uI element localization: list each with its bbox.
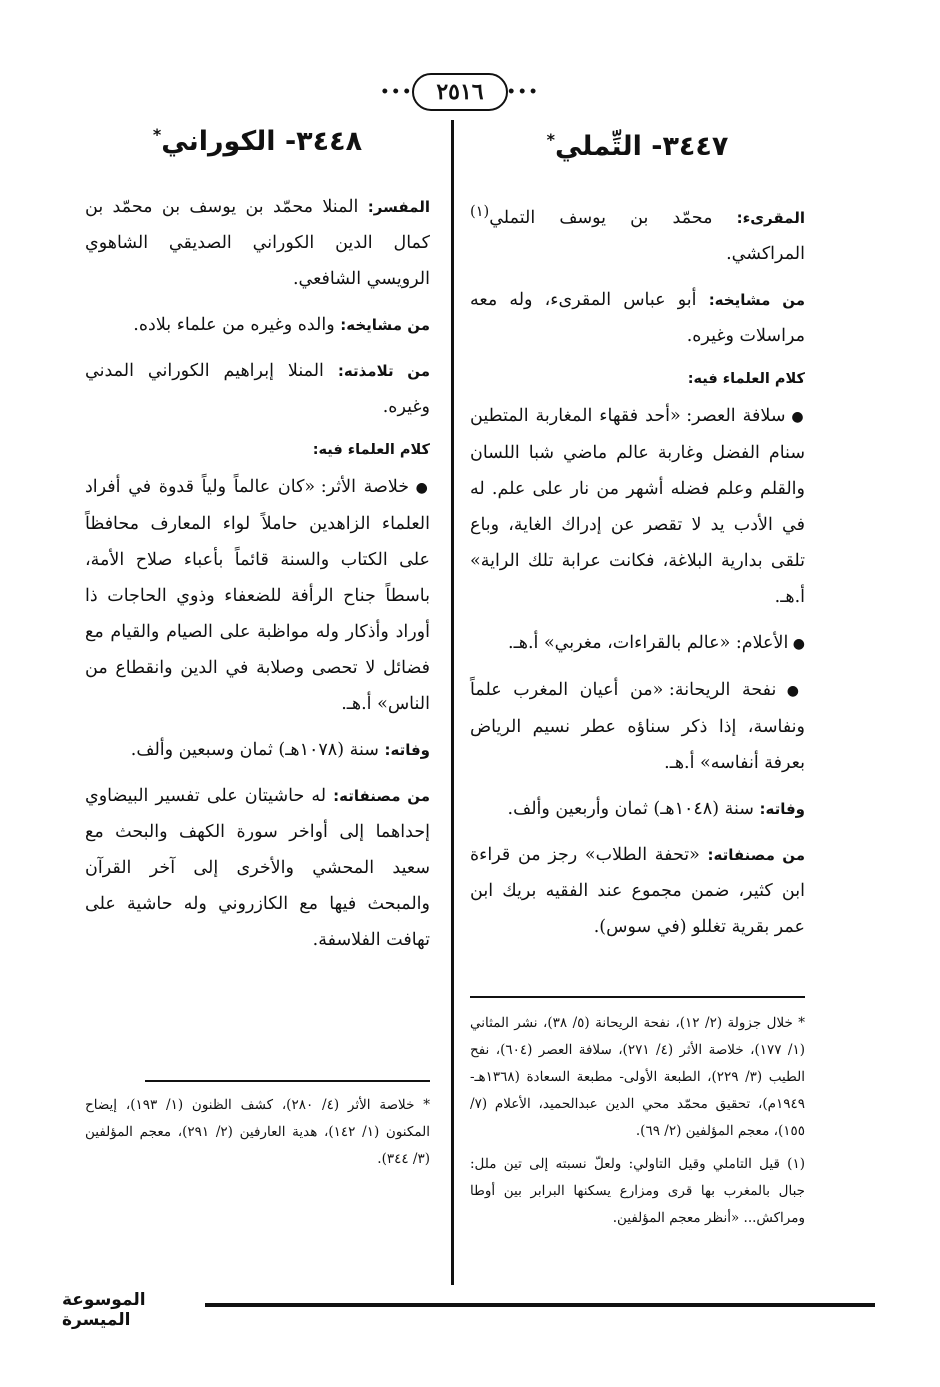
teachers: من مشايخه: أبو عباس المقرىء، وله معه مراسلات وغيره. [470, 289, 805, 346]
bullet-icon: ● [785, 408, 805, 425]
death: وفاته: سنة (١٠٧٨هـ) ثمان وسبعين وألف. [130, 740, 430, 760]
entry-title: ٣٤٤٧- التِّملي* [546, 130, 729, 162]
teachers: من مشايخه: والده وغيره من علماء بلاده. [133, 315, 430, 335]
bullet-icon: ● [788, 635, 805, 652]
footnote-rule [470, 996, 805, 998]
ornament-dots: ••• [380, 84, 414, 100]
entry-intro: المقرىء: محمّد بن يوسف التملي$^{(١)}$ المراكشي. [470, 203, 805, 264]
entry-3448 [85, 125, 430, 968]
scholars-heading: كلام العلماء فيه: [312, 442, 430, 458]
scholars-heading: كلام العلماء فيه: [687, 370, 805, 387]
footer-rule [205, 1303, 875, 1307]
footnote-ref[interactable]: (١) [470, 203, 490, 220]
page-number [380, 70, 540, 114]
entry-title: ٣٤٤٨- الكوراني* [152, 125, 363, 157]
bullet-icon: ● [776, 682, 805, 699]
quote-nafha: ● نفحة الريحانة: «من أعيان المغرب علماً ونفاسة، إذا ذكر سناؤه عطر نسيم الرياض بعرفة أنفاسه» أ.هـ. [470, 679, 805, 773]
footnotes-3447 [470, 1010, 805, 1238]
death: وفاته: سنة (١٠٤٨هـ) ثمان وأربعين وألف. [507, 798, 805, 819]
footer-title: الموسوعة الميسرة [62, 1290, 146, 1330]
quote-sulafa: ● سلافة العصر: «أحد فقهاء المغاربة المتطين سنام الفضل وغاربة عالم ماضي شبا اللسان والقلم وعلم فضله أشهر من نار على علم. له في الأدب يد لا تقصر عن إدراك الغاية، وباع تلقى بدارية البلاغة، فكانت عرابة تلك الراية» أ.هـ. [470, 405, 805, 607]
footnote-sources: * خلال جزولة (٢/ ١٢)، نفحة الريحانة (٥/ ٣٨)، نشر المثاني (١/ ١٧٧)، خلاصة الأثر (٤/ ٢٧١)، سلافة العصر (٦٠٤)، نفح الطيب (٣/ ٢٢٩)، الطبعة الأولى- مطبعة السعادة (١٣٦٨هـ- ١٩٤٩م)، تحقيق محمّد محي الدين عبدالحميد، الأعلام (٧/ ١٥٥)، معجم المؤلفين (٢/ ٦٩). [470, 1015, 806, 1139]
column-divider [451, 120, 454, 1285]
ornament-dots: ••• [506, 84, 540, 100]
works: من مصنفاته: له حاشيتان على تفسير البيضاوي إحداهما إلى أواخر سورة الكهف والبحث مع سعيد المحشي والأخرى إلى آخر القرآن والمبحث فيها مع الكازروني وله حاشية على تهافت الفلاسفة. [85, 786, 431, 950]
students: من تلامذته: المنلا إبراهيم الكوراني المدني وغيره. [85, 361, 430, 417]
page-number-text: ٢٥١٦ [436, 79, 484, 105]
entry-3447 [470, 130, 805, 955]
bullet-icon: ● [409, 480, 430, 496]
quote-alam: ● الأعلام: «عالم بالقراءات، مغربي» أ.هـ. [508, 632, 805, 653]
footnote-1: (١) قيل التاملي وقيل التاولي: ولعلّ نسبته إلى تين ملل: جبال بالمغرب بها قرى ومزارع يسكنها البرابر بين أوطا ومراكش... «أنظر معجم المؤلفين. [470, 1156, 805, 1226]
footnote-rule [145, 1080, 430, 1082]
footnotes-3448 [85, 1092, 430, 1179]
entry-intro: المفسر: المنلا محمّد بن يوسف بن محمّد بن كمال الدين الكوراني الصديقي الشاهوي الرويسي الشافعي. [85, 197, 430, 289]
works: من مصنفاته: «تحفة الطلاب» رجز من قراءة ابن كثير، ضمن مجموع عند الفقيه بريك ابن عمر بقرية تغللو (في سوس). [470, 844, 805, 937]
footnote-sources: * خلاصة الأثر (٤/ ٢٨٠)، كشف الظنون (١/ ١٩٣)، إيضاح المكنون (١/ ١٤٢)، هدية العارفين (٢/ ٢٩١)، معجم المؤلفين (٣/ ٣٤٤). [85, 1097, 430, 1167]
quote-khulasa: ● خلاصة الأثر: «كان عالماً ولياً قدوة في أفراد العلماء الزاهدين حاملاً لواء المعارف محافظاً على الكتاب والسنة قائماً بأعباء صلاح الأمة، باسطاً جناح الرأفة للضعفاء وذوي الحاجات ذا أوراد وأذكار وله مواظبة على الصيام والقيام مع فضائل لا تحصى وصلابة في الدين وانقطاع من الناس» أ.هـ. [85, 477, 430, 714]
